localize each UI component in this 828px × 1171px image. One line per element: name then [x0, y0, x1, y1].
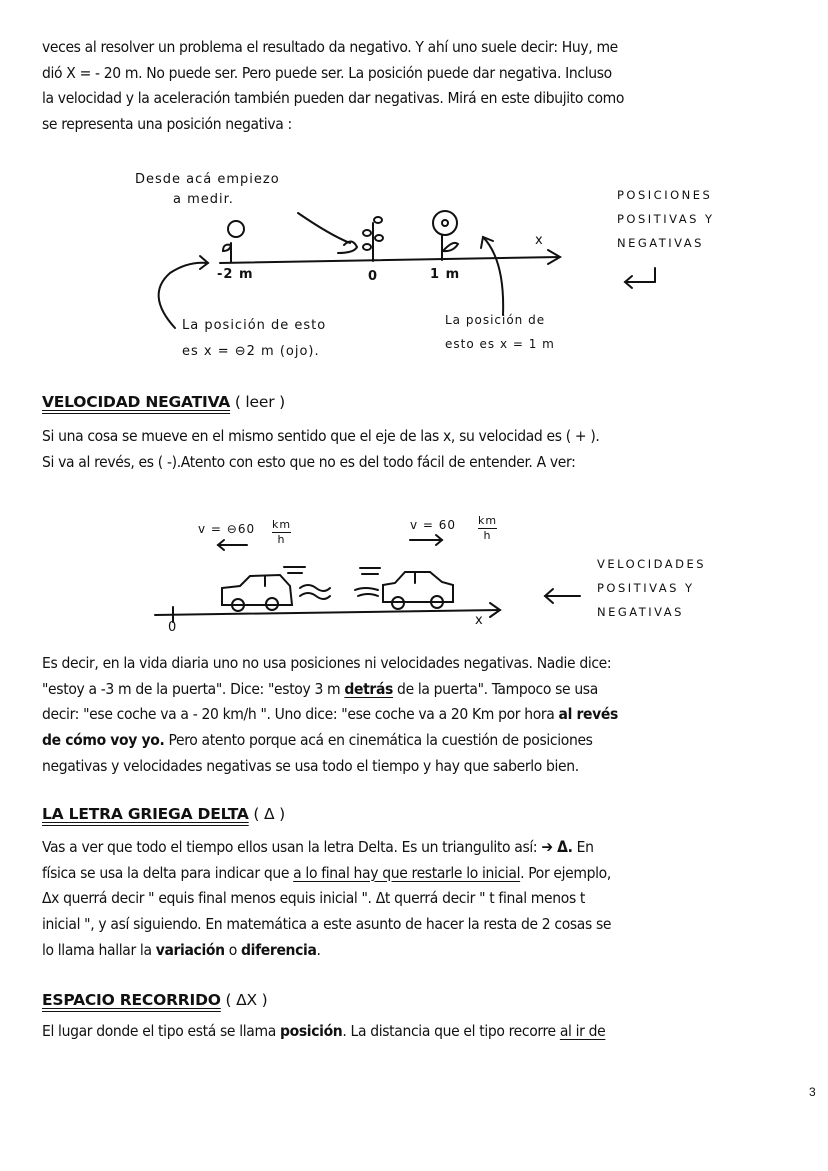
positions-side-caption: POSICIONES POSITIVAS Y NEGATIVAS — [617, 188, 715, 250]
intro-line: veces al resolver un problema el resultado da negativo. Y ahí uno suele decir: Huy, me — [42, 38, 618, 56]
section-heading-espacio — [42, 991, 267, 1009]
page-number: 3 — [809, 1085, 816, 1099]
velocities-figure — [140, 510, 740, 640]
velocidad-line: Si va al revés, es ( -).Atento con esto que no es del todo fácil de entender. A ver: — [42, 452, 576, 471]
emphasis-posicion: posición — [279, 1022, 343, 1040]
es-decir-paragraph — [42, 651, 787, 780]
velocities-side-caption: VELOCIDADES POSITIVAS Y NEGATIVAS — [597, 557, 707, 619]
intro-line: dió X = - 20 m. No puede ser. Pero puede ser. La posición puede dar negativa. Incluso — [42, 63, 612, 82]
emphasis-al-ir-de: al ir de — [559, 1022, 606, 1040]
paragraph-line: Es decir, en la vida diaria uno no usa posiciones ni velocidades negativas. Nadie dice: — [42, 654, 612, 672]
delta-symbol: ➔ Δ. — [541, 838, 573, 856]
section-heading-delta — [42, 805, 285, 823]
emphasis-diferencia: diferencia — [241, 940, 317, 959]
right-velocity-label: v = 60 — [410, 518, 457, 532]
tick-1m: 1 m — [430, 267, 461, 282]
emphasis-variacion: variación — [155, 940, 225, 959]
heading-title: VELOCIDAD NEGATIVA — [42, 393, 231, 411]
delta-paragraph — [42, 835, 787, 964]
paragraph-line: de cómo voy yo. Pero atento porque acá en cinemática la cuestión de posiciones — [42, 731, 593, 750]
origin-label: 0 — [168, 620, 178, 635]
left-velocity-unit: km h — [272, 518, 292, 546]
axis-label-x: x — [475, 613, 484, 628]
paragraph-line: decir: "ese coche va a - 20 km/h ". Uno dice: "ese coche va a 20 Km por hora al revés — [42, 705, 618, 724]
emphasis-como-voy-yo: de cómo voy yo. — [42, 731, 165, 750]
emphasis-al-reves: al revés — [558, 705, 618, 724]
tick-zero: 0 — [368, 269, 379, 284]
paragraph-line: negativas y velocidades negativas se usa todo el tiempo y hay que saberlo bien. — [42, 756, 579, 775]
tick-minus-2: -2 m — [217, 267, 254, 282]
heading-suffix: ( leer ) — [230, 393, 285, 411]
paragraph-line: lo llama hallar la variación o diferencia. — [42, 940, 321, 959]
annotation-start: Desde acá empiezo a medir. — [135, 172, 280, 207]
paragraph-line: "estoy a -3 m de la puerta". Dice: "estoy 3 m detrás de la puerta". Tampoco se usa — [42, 679, 598, 698]
paragraph-line: El lugar donde el tipo está se llama posición. La distancia que el tipo recorre al ir de — [42, 1022, 606, 1040]
left-velocity-label: v = ⊖60 — [198, 522, 256, 536]
emphasis-final-inicial: a lo final hay que restarle lo inicial — [293, 863, 521, 882]
heading-suffix: ( Δ ) — [248, 805, 285, 823]
paragraph-line: Vas a ver que todo el tiempo ellos usan la letra Delta. Es un triangulito así: ➔ Δ. En — [42, 838, 594, 856]
emphasis-detras: detrás — [344, 679, 393, 698]
positions-figure — [120, 165, 740, 375]
velocidad-paragraph — [42, 424, 787, 475]
intro-paragraph — [42, 35, 787, 138]
paragraph-line: inicial ", y así siguiendo. En matemática a este asunto de hacer la resta de 2 cosas se — [42, 915, 612, 934]
espacio-paragraph — [42, 1019, 787, 1045]
paragraph-line: Δx querrá decir " equis final menos equis inicial ". Δt querrá decir " t final menos t — [42, 889, 586, 908]
heading-title: ESPACIO RECORRIDO — [42, 991, 221, 1009]
heading-suffix: ( ΔX ) — [220, 991, 268, 1009]
section-heading-velocidad — [42, 393, 285, 411]
velocidad-line: Si una cosa se mueve en el mismo sentido que el eje de las x, su velocidad es ( + ). — [42, 427, 600, 445]
axis-label-x: x — [535, 233, 544, 248]
paragraph-line: física se usa la delta para indicar que a lo final hay que restarle lo inicial. Por ejemplo, — [42, 863, 611, 882]
heading-title: LA LETRA GRIEGA DELTA — [42, 805, 249, 823]
annotation-right: La posición de esto es x = 1 m — [445, 313, 555, 351]
annotation-left: La posición de esto es x = ⊖2 m (ojo). — [182, 318, 327, 359]
intro-line: la velocidad y la aceleración también pueden dar negativas. Mirá en este dibujito como — [42, 89, 625, 108]
right-velocity-unit: km h — [478, 514, 498, 542]
intro-line: se representa una posición negativa : — [42, 115, 292, 134]
